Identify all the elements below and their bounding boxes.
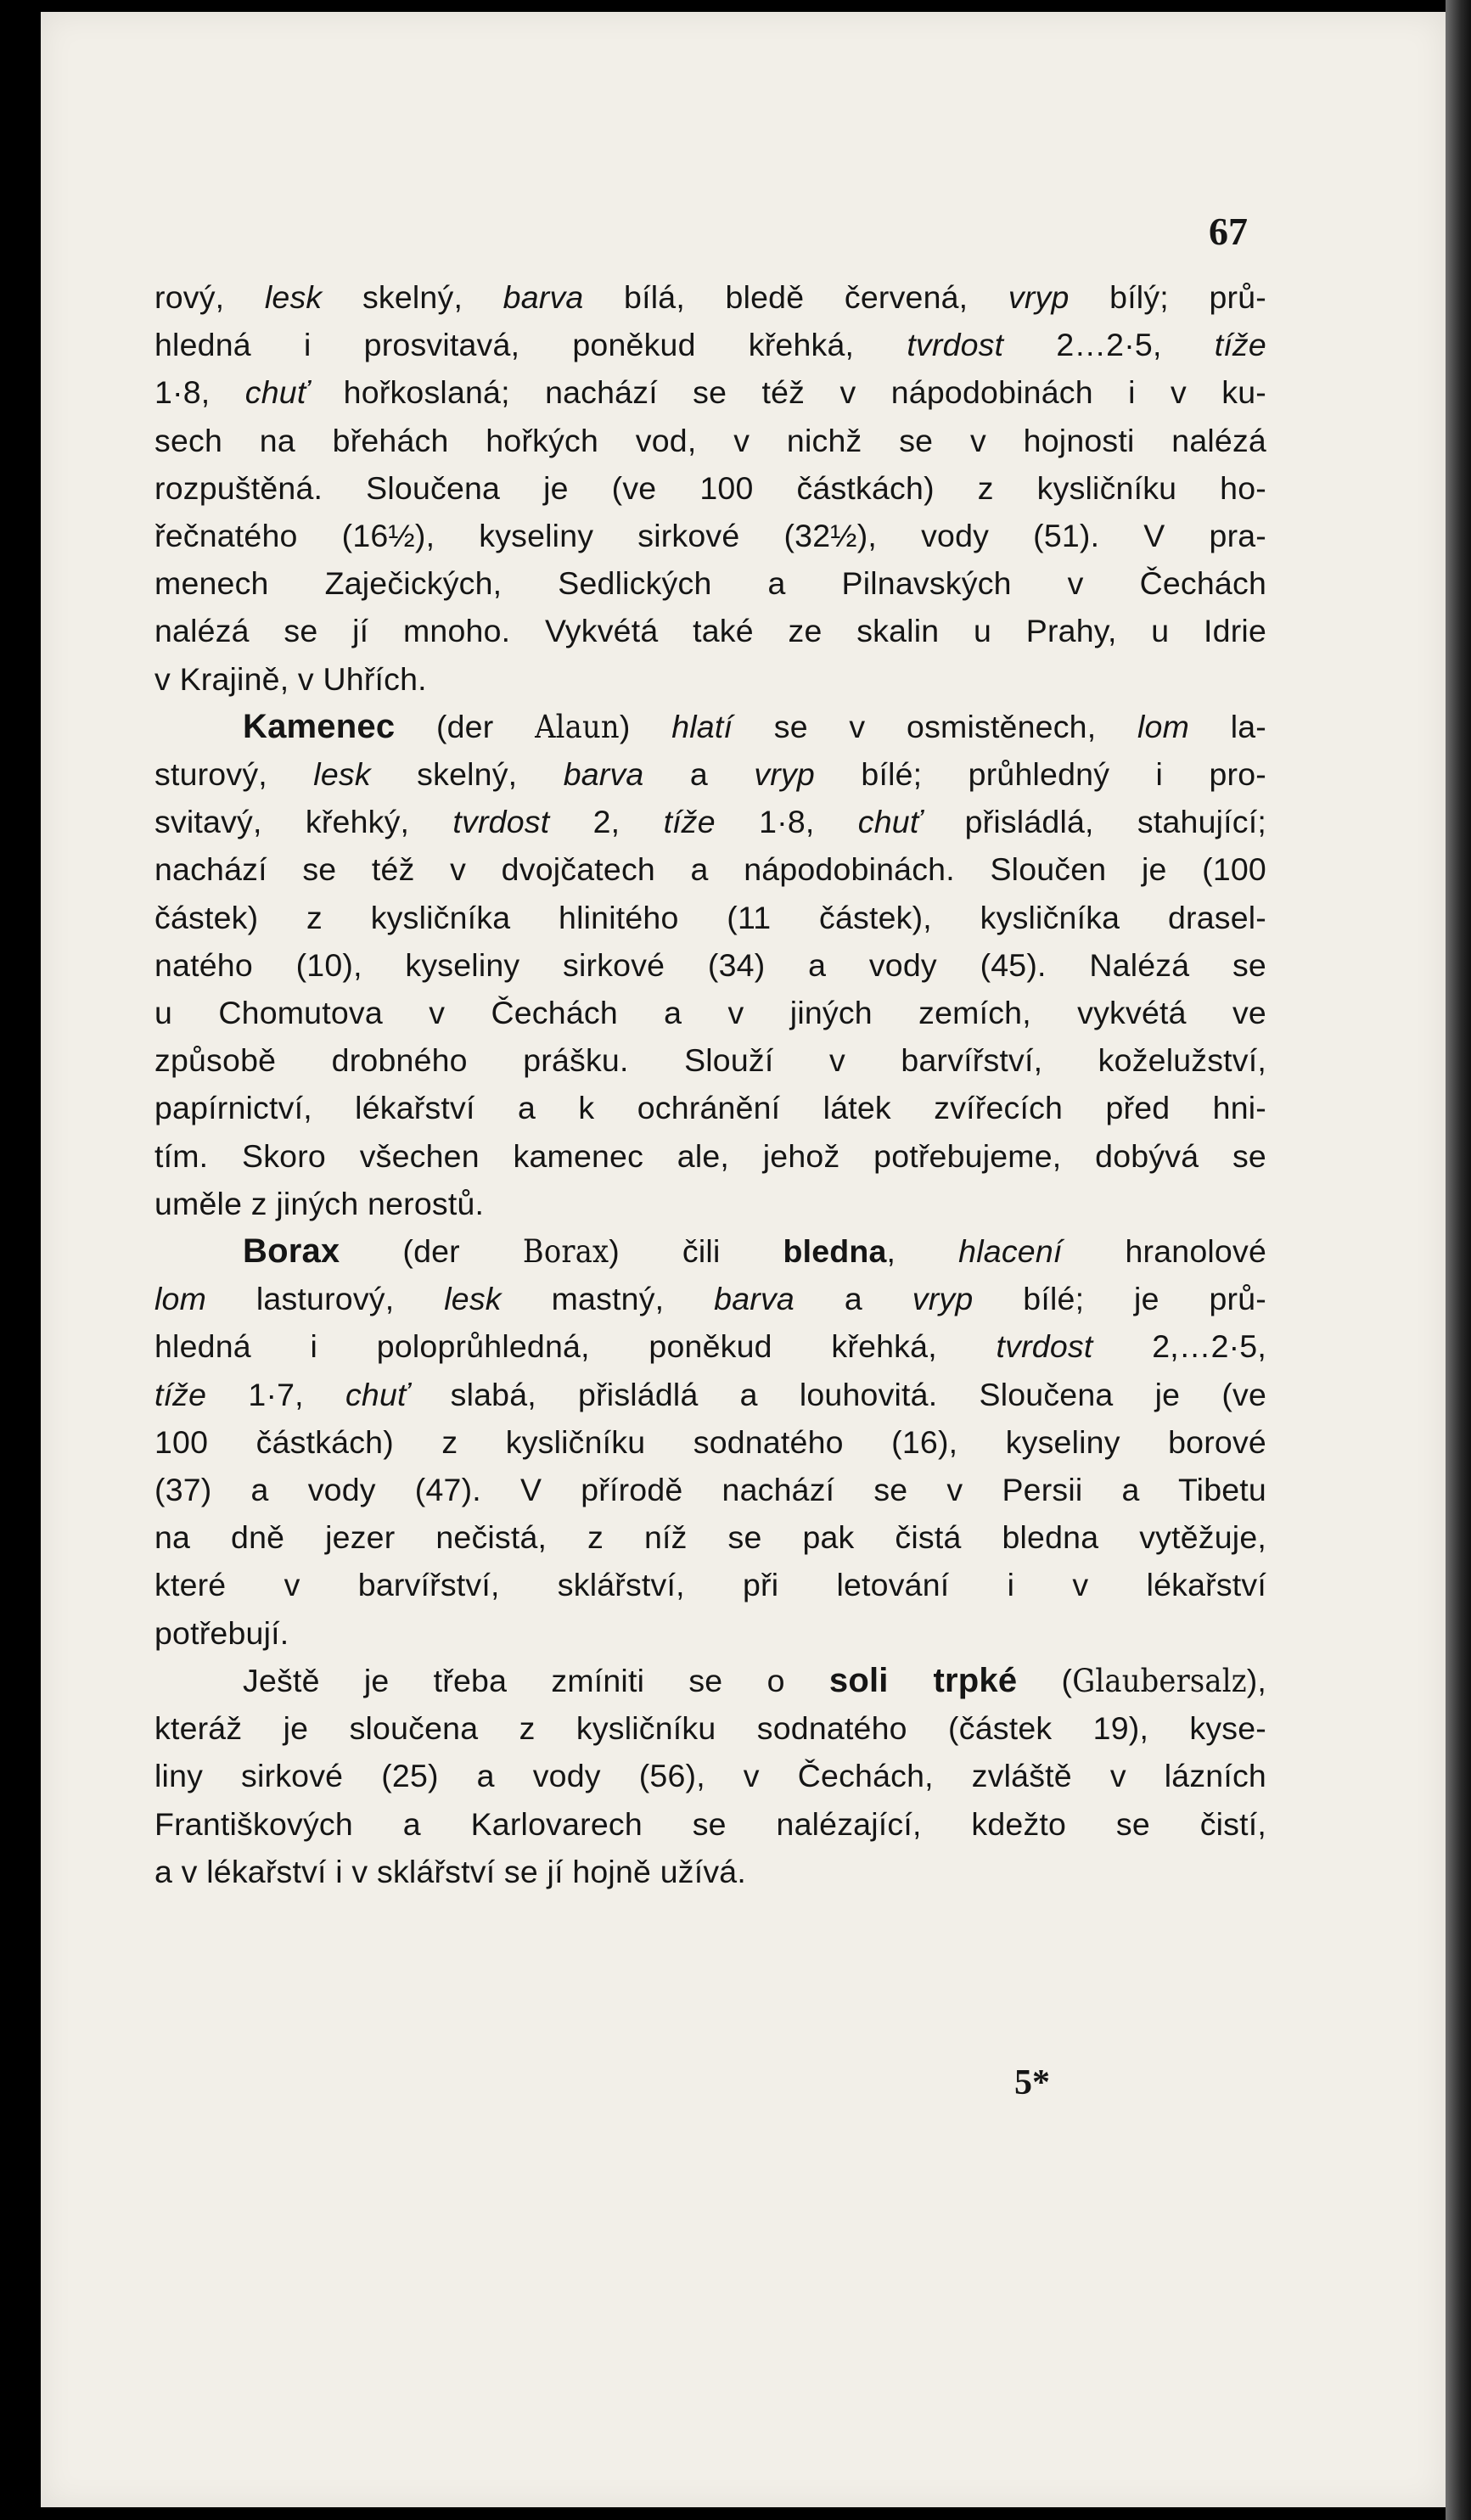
text-line xyxy=(154,1371,1266,1418)
text-run: lasturový, xyxy=(206,1281,445,1317)
text-run: bílé; průhledný i pro- xyxy=(815,756,1266,793)
text-run: Alaun xyxy=(535,707,620,745)
text-run: hledná i poloprůhledná, poněkud křehká, xyxy=(154,1328,997,1365)
text-line xyxy=(154,1704,1266,1752)
property-label: lom xyxy=(154,1281,207,1317)
text-line xyxy=(154,273,1266,321)
text-run: (37) a vody (47). V přírodě nachází se v Persii a Tibetu xyxy=(154,1472,1266,1508)
text-run: 1·8, xyxy=(715,804,858,840)
mineral-term: soli trpké xyxy=(828,1661,1018,1699)
text-line xyxy=(154,1657,1266,1704)
property-label: tvrdost xyxy=(996,1328,1093,1365)
text-run: hořkoslaná; nachází se též v nápodobinách i v ku- xyxy=(308,374,1266,411)
text-line xyxy=(154,845,1266,893)
text-run: nachází se též v dvojčatech a nápodobinách. Sloučen je (100 xyxy=(154,851,1266,888)
property-label: lesk xyxy=(264,279,323,315)
text-line xyxy=(154,1513,1266,1561)
text-run: uměle z jiných nerostů. xyxy=(154,1185,485,1221)
text-run: skelný, xyxy=(370,756,564,793)
text-line xyxy=(154,321,1266,368)
text-run: a xyxy=(643,756,755,793)
text-run: bílé; je prů- xyxy=(973,1281,1266,1317)
text-run: bílý; prů- xyxy=(1069,279,1266,315)
text-line xyxy=(154,559,1266,607)
paragraph xyxy=(154,1657,1266,1895)
text-run: svitavý, křehký, xyxy=(154,804,453,840)
text-run: rozpuštěná. Sloučena je (ve 100 částkách) z kysličníku ho- xyxy=(154,469,1266,506)
text-line xyxy=(154,798,1266,845)
text-line xyxy=(154,941,1266,989)
text-run: (der xyxy=(340,1233,523,1270)
text-line xyxy=(154,1418,1266,1466)
property-label: tvrdost xyxy=(452,804,550,840)
property-label: chuť xyxy=(857,804,922,840)
property-label: barva xyxy=(563,756,644,793)
text-line xyxy=(154,1036,1266,1084)
property-label: hlacení xyxy=(958,1233,1063,1270)
text-run: ( xyxy=(1017,1662,1073,1698)
text-run: ), xyxy=(1246,1662,1266,1698)
property-label: lesk xyxy=(313,756,371,793)
text-run: mastný, xyxy=(501,1281,715,1317)
text-line xyxy=(154,1275,1266,1322)
text-run: v Krajině, v Uhřích. xyxy=(154,660,427,697)
text-run: slabá, přisládlá a louhovitá. Sloučena je (ve xyxy=(408,1376,1267,1412)
property-label: lom xyxy=(1137,708,1190,744)
text-line xyxy=(154,1848,1266,1895)
property-label: barva xyxy=(714,1281,794,1317)
text-line xyxy=(154,750,1266,798)
property-label: lesk xyxy=(444,1281,502,1317)
text-run: u Chomutova v Čechách a v jiných zemích, vykvétá ve xyxy=(154,995,1266,1031)
property-label: vryp xyxy=(912,1281,974,1317)
text-line xyxy=(154,1609,1266,1657)
text-run: Borax xyxy=(522,1232,609,1271)
text-run: rový, xyxy=(154,279,265,315)
paragraph xyxy=(154,273,1266,703)
mineral-term: Borax xyxy=(243,1232,340,1271)
property-label: tíže xyxy=(1214,327,1266,363)
text-line xyxy=(154,464,1266,512)
text-line xyxy=(154,1752,1266,1799)
text-run: a xyxy=(794,1281,912,1317)
text-run: ) xyxy=(619,708,672,744)
property-label: vryp xyxy=(754,756,815,793)
text-run: 1·8, xyxy=(154,374,245,411)
property-label: tíže xyxy=(663,804,716,840)
page-number: 67 xyxy=(1209,210,1248,253)
text-line xyxy=(154,607,1266,654)
signature-mark: 5* xyxy=(1014,2063,1050,2102)
text-run: 1·7, xyxy=(206,1376,345,1412)
text-run: hledná i prosvitavá, poněkud křehká, xyxy=(154,327,907,363)
text-run: sech na břehách hořkých vod, v nichž se v hojnosti nalézá xyxy=(154,422,1266,458)
text-run: nalézá se jí mnoho. Vykvétá také ze skalin u Prahy, u Idrie xyxy=(154,613,1266,649)
text-run: liny sirkové (25) a vody (56), v Čechách, zvláště v lázních xyxy=(154,1758,1266,1794)
text-run: a v lékařství i v sklářství se jí hojně užívá. xyxy=(154,1853,746,1889)
text-run: skelný, xyxy=(322,279,503,315)
property-label: tíže xyxy=(154,1376,207,1412)
text-run: na dně jezer nečistá, z níž se pak čistá bledna vytěžuje, xyxy=(154,1519,1266,1556)
paragraph xyxy=(154,1227,1266,1657)
mineral-term: Kamenec xyxy=(243,707,396,745)
text-run: které v barvířství, sklářství, při letování i v lékařství xyxy=(154,1567,1266,1603)
property-label: tvrdost xyxy=(907,327,1004,363)
property-label: chuť xyxy=(244,374,309,411)
text-run: 2,…2·5, xyxy=(1092,1328,1266,1365)
text-run: sturový, xyxy=(154,756,314,793)
text-line xyxy=(154,368,1266,416)
text-run: Ještě je třeba zmíniti se o xyxy=(243,1662,829,1698)
text-run: menech Zaječických, Sedlických a Pilnavských v Čechách xyxy=(154,565,1266,602)
text-run: Glaubersalz xyxy=(1072,1661,1247,1699)
property-label: hlatí xyxy=(671,708,733,744)
text-line xyxy=(154,894,1266,941)
text-line xyxy=(154,989,1266,1036)
text-run: (der xyxy=(395,708,536,744)
text-run: způsobě drobného prášku. Slouží v barvířství, koželužství, xyxy=(154,1042,1266,1079)
text-run: Františkových a Karlovarech se nalézající, kdežto se čistí, xyxy=(154,1805,1266,1842)
text-line xyxy=(154,1466,1266,1513)
text-run: kteráž je sloučena z kysličníku sodnatého (částek 19), kyse- xyxy=(154,1710,1266,1747)
property-label: barva xyxy=(502,279,584,315)
body-text xyxy=(154,273,1266,1895)
text-line xyxy=(154,703,1266,750)
text-run: 2, xyxy=(549,804,664,840)
text-line xyxy=(154,1322,1266,1370)
text-line xyxy=(154,1227,1266,1275)
property-label: chuť xyxy=(345,1376,409,1412)
text-run: la- xyxy=(1189,708,1266,744)
property-label: vryp xyxy=(1008,279,1070,315)
text-line xyxy=(154,417,1266,464)
text-run: ) čili xyxy=(609,1233,783,1270)
text-run: hranolové xyxy=(1062,1233,1266,1270)
text-line xyxy=(154,1132,1266,1180)
text-line xyxy=(154,1084,1266,1131)
text-run: částek) z kysličníka hlinitého (11 částek), kysličníka drasel- xyxy=(154,899,1266,935)
text-run: 100 částkách) z kysličníku sodnatého (16), kyseliny borové xyxy=(154,1423,1266,1460)
text-line xyxy=(154,1800,1266,1848)
text-run: papírnictví, lékařství a k ochránění látek zvířecích před hni- xyxy=(154,1090,1266,1126)
text-run: přisládlá, stahující; xyxy=(921,804,1266,840)
text-run: bílá, bledě červená, xyxy=(583,279,1008,315)
text-run: , xyxy=(886,1233,959,1270)
text-run: natého (10), kyseliny sirkové (34) a vody (45). Nalézá se xyxy=(154,946,1266,983)
paragraph xyxy=(154,703,1266,1227)
text-run: tím. Skoro všechen kamenec ale, jehož potřebujeme, dobývá se xyxy=(154,1137,1266,1174)
text-run: bledna xyxy=(783,1233,887,1270)
text-run: 2…2·5, xyxy=(1003,327,1215,363)
text-run: potřebují. xyxy=(154,1614,289,1651)
text-run: se v osmistěnech, xyxy=(733,708,1138,744)
text-line xyxy=(154,655,1266,703)
text-line xyxy=(154,1561,1266,1608)
text-line xyxy=(154,512,1266,559)
page-edge-shadow xyxy=(1446,0,1471,2520)
text-line xyxy=(154,1180,1266,1227)
text-run: řečnatého (16½), kyseliny sirkové (32½), vody (51). V pra- xyxy=(154,518,1266,554)
